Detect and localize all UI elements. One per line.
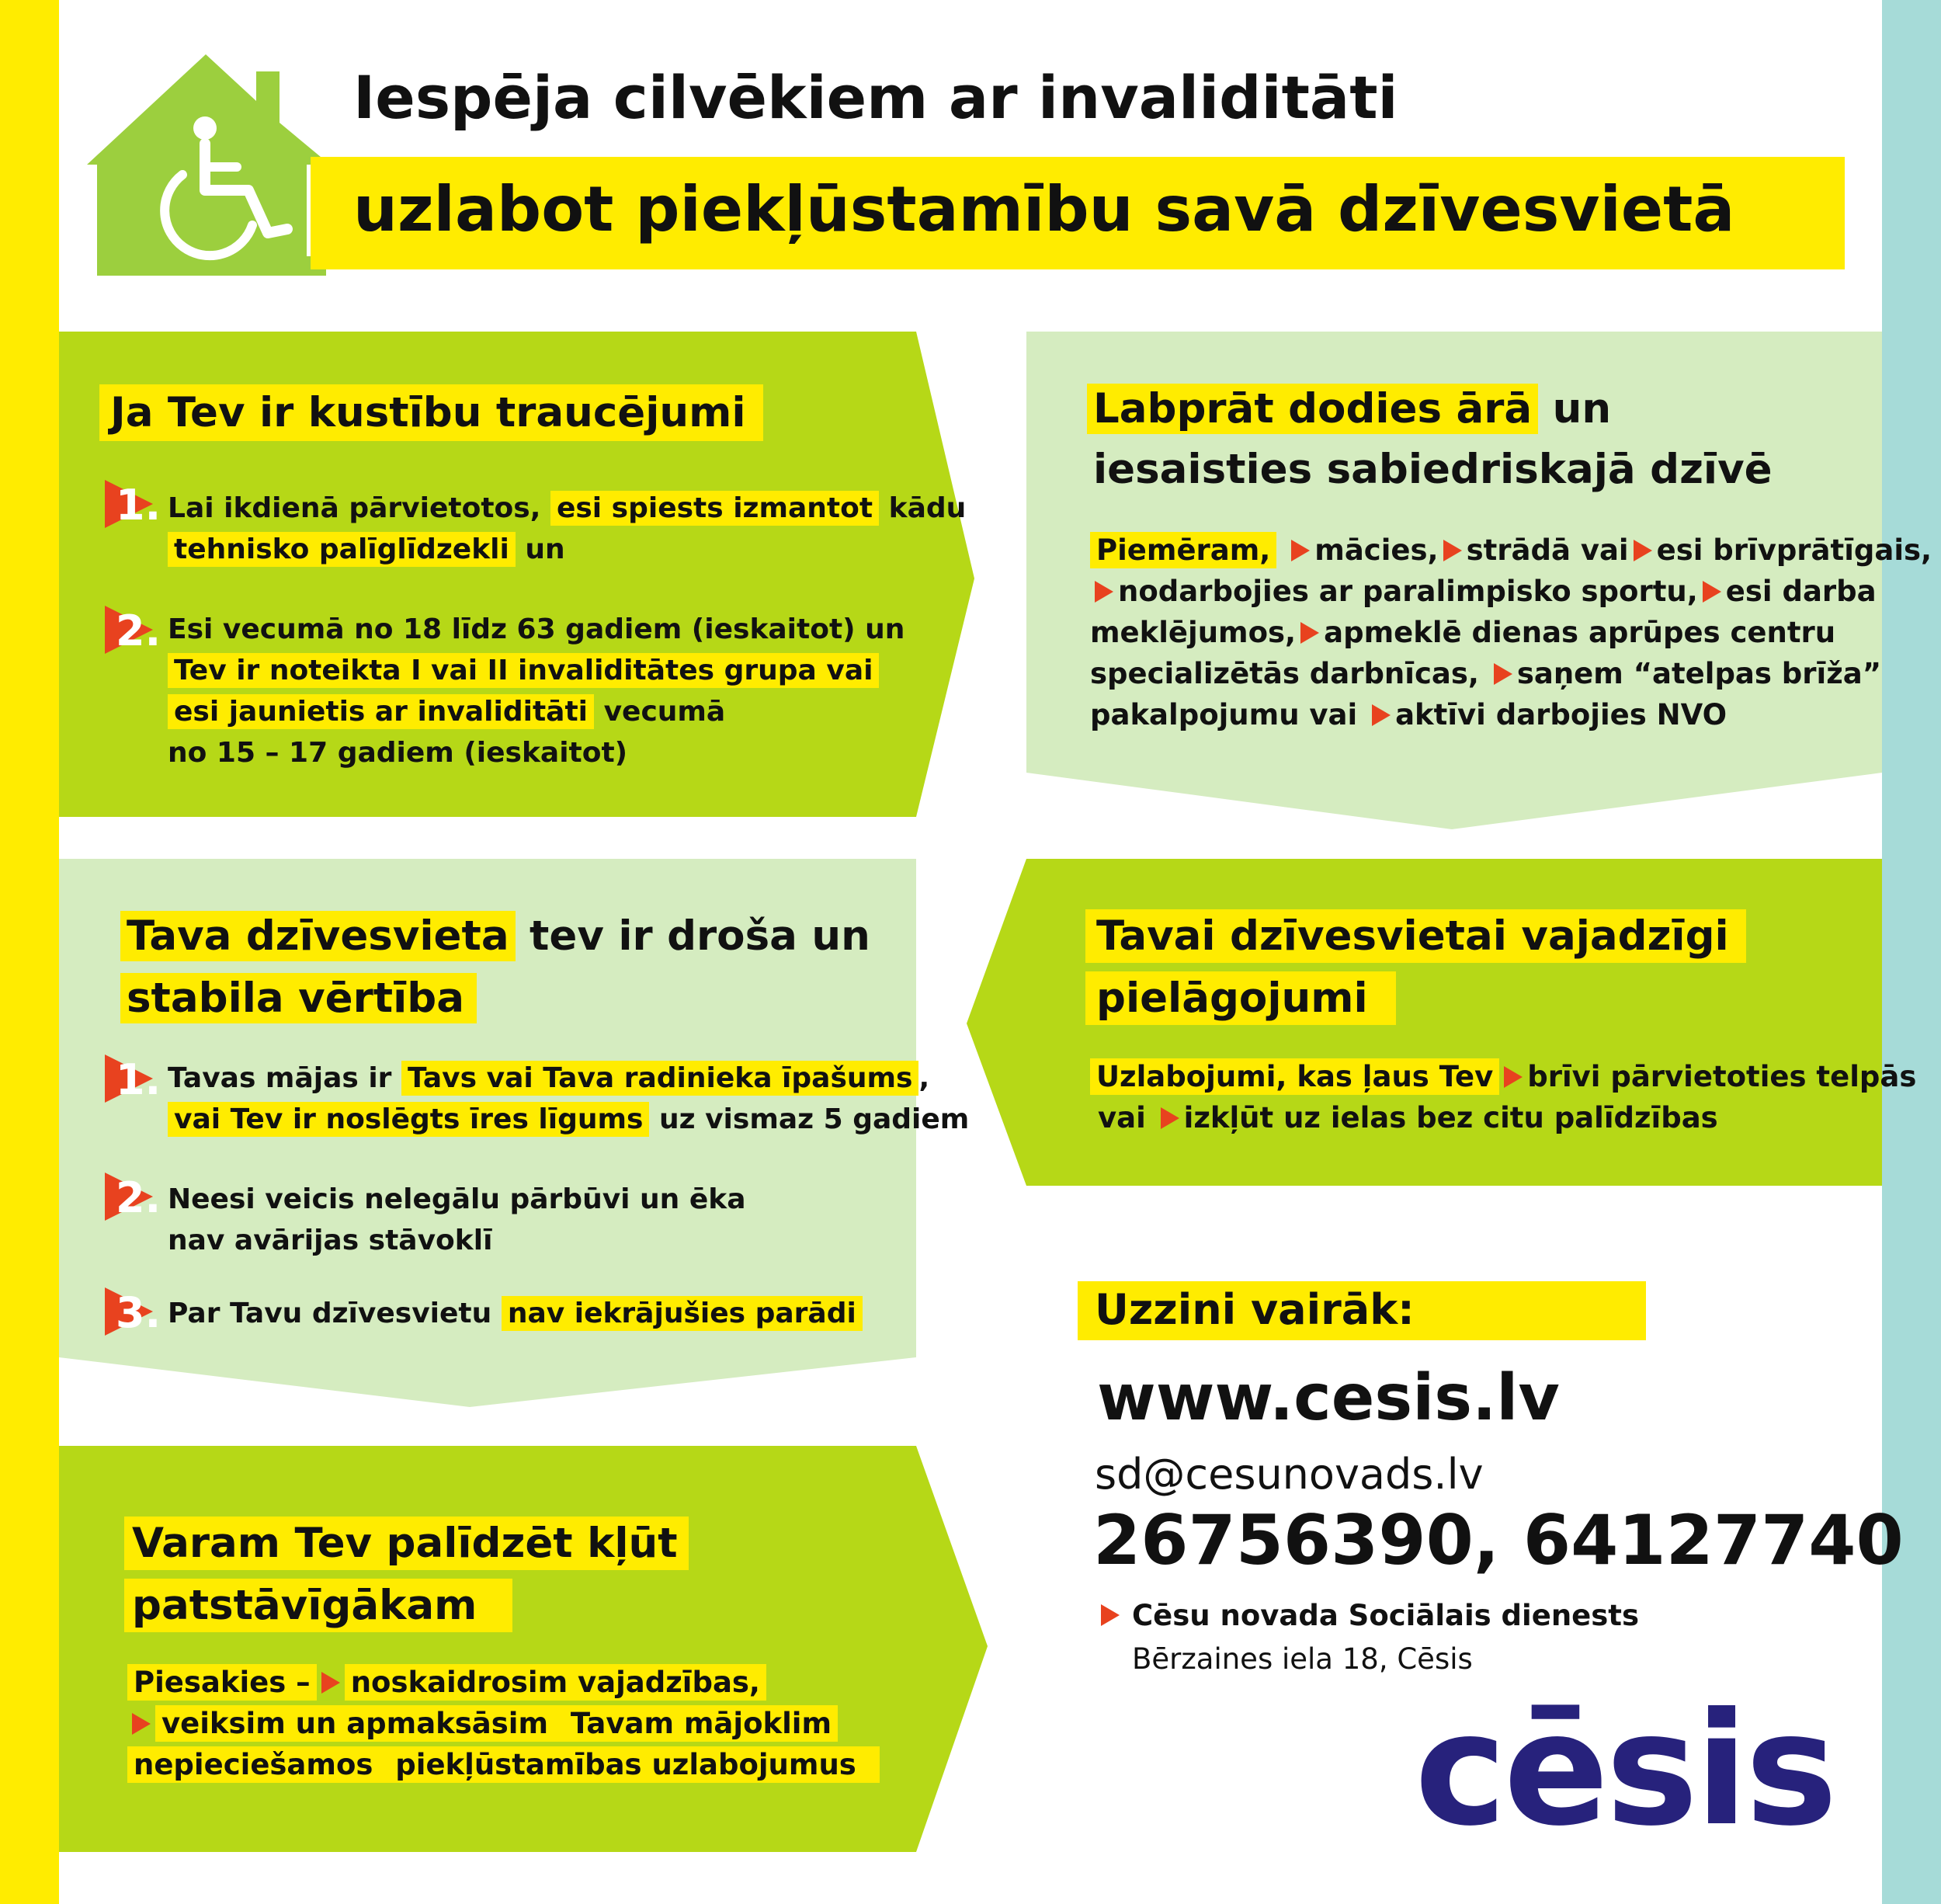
arrow-bullet-icon	[1161, 1107, 1179, 1129]
arrow-bullet-icon	[1095, 581, 1113, 603]
title-line-2: uzlabot piekļūstamību savā dzīvesvietā	[353, 173, 1735, 245]
home-item-2: Neesi veicis nelegālu pārbūvi un ēka nav avārijas stāvoklī	[168, 1183, 746, 1256]
item-number: 1.	[116, 481, 161, 530]
social-heading: Labprāt dodies ārā un iesaisties sabiedriskajā dzīvē	[1087, 379, 1773, 500]
arrow-bullet-icon	[1634, 540, 1652, 561]
phone-numbers: 26756390, 64127740	[1093, 1500, 1904, 1580]
arrow-bullet-icon	[1101, 1604, 1120, 1626]
help-body: Piesakies – noskaidrosim vajadzības, veiksim un apmaksāsim Tavam mājoklim nepieciešamos piekļūstamības uzlabojumus	[127, 1662, 880, 1785]
number-flag-icon	[105, 606, 161, 655]
home-item-1: Tavas mājas ir Tavs vai Tava radinieka īpašums , vai Tev ir noslēgts īres līgums uz vismaz 5 gadiem	[168, 1062, 970, 1135]
item-number: 2.	[116, 606, 161, 655]
social-body: Piemēram, mācies, strādā vai esi brīvprātīgais, nodarbojies ar paralimpisko sportu, esi darba meklējumos, apmeklē dienas aprūpes centru specializētās darbnīcas, saņem “atelpas brīža” pakalpojumu vai aktīvi darbojies NVO	[1090, 533, 1932, 731]
org-address: Bērzaines iela 18, Cēsis	[1132, 1642, 1473, 1676]
arrow-bullet-icon	[1372, 704, 1391, 726]
home-item-3: Par Tavu dzīvesvietu nav iekrājušies parādi	[168, 1293, 863, 1334]
item-number: 3.	[116, 1288, 161, 1337]
cesis-logo: cēsis	[1415, 1680, 1835, 1861]
email-link[interactable]: sd@cesunovads.lv	[1095, 1450, 1484, 1499]
contact-label: Uzzini vairāk:	[1095, 1285, 1415, 1334]
number-flag-icon	[105, 1173, 161, 1222]
adapt-body: Uzlabojumi, kas ļaus Tev brīvi pārvietoties telpās vai izkļūt uz ielas bez citu palīdzības	[1090, 1056, 1916, 1138]
arrow-bullet-icon	[1300, 622, 1319, 644]
movement-item-1: Lai ikdienā pārvietotos, esi spiests izmantot kādu tehnisko palīglīdzekli un	[168, 492, 967, 565]
home-heading: Tava dzīvesvieta tev ir droša un stabila vērtība	[120, 905, 870, 1030]
number-flag-icon	[105, 1287, 161, 1337]
help-heading: Varam Tev palīdzēt kļūt patstāvīgākam	[124, 1513, 689, 1637]
adapt-heading: Tavai dzīvesvietai vajadzīgi pielāgojumi	[1085, 905, 1746, 1030]
arrow-bullet-icon	[1443, 540, 1462, 561]
arrow-bullet-icon	[1504, 1066, 1523, 1088]
movement-heading: Ja Tev ir kustību traucējumi	[99, 382, 763, 444]
item-number: 2.	[116, 1173, 161, 1222]
number-flag-icon	[105, 480, 161, 530]
panel-help-bg	[59, 1446, 988, 1852]
arrow-bullet-icon	[321, 1672, 340, 1694]
number-flag-icon	[105, 1054, 161, 1104]
movement-item-2: Esi vecumā no 18 līdz 63 gadiem (ieskaitot) un Tev ir noteikta I vai II invaliditātes grupa vai esi jaunietis ar invaliditāti vecumā no 15 – 17 gadiem (ieskaitot)	[168, 613, 905, 769]
arrow-bullet-icon	[1291, 540, 1310, 561]
title-line-1: Iespēja cilvēkiem ar invaliditāti	[353, 63, 1398, 132]
arrow-bullet-icon	[1494, 663, 1512, 685]
arrow-bullet-icon	[1703, 581, 1721, 603]
org-name: Cēsu novada Sociālais dienests	[1132, 1599, 1639, 1632]
website-link[interactable]: www.cesis.lv	[1097, 1361, 1560, 1435]
arrow-bullet-icon	[132, 1713, 151, 1735]
item-number: 1.	[116, 1055, 161, 1104]
